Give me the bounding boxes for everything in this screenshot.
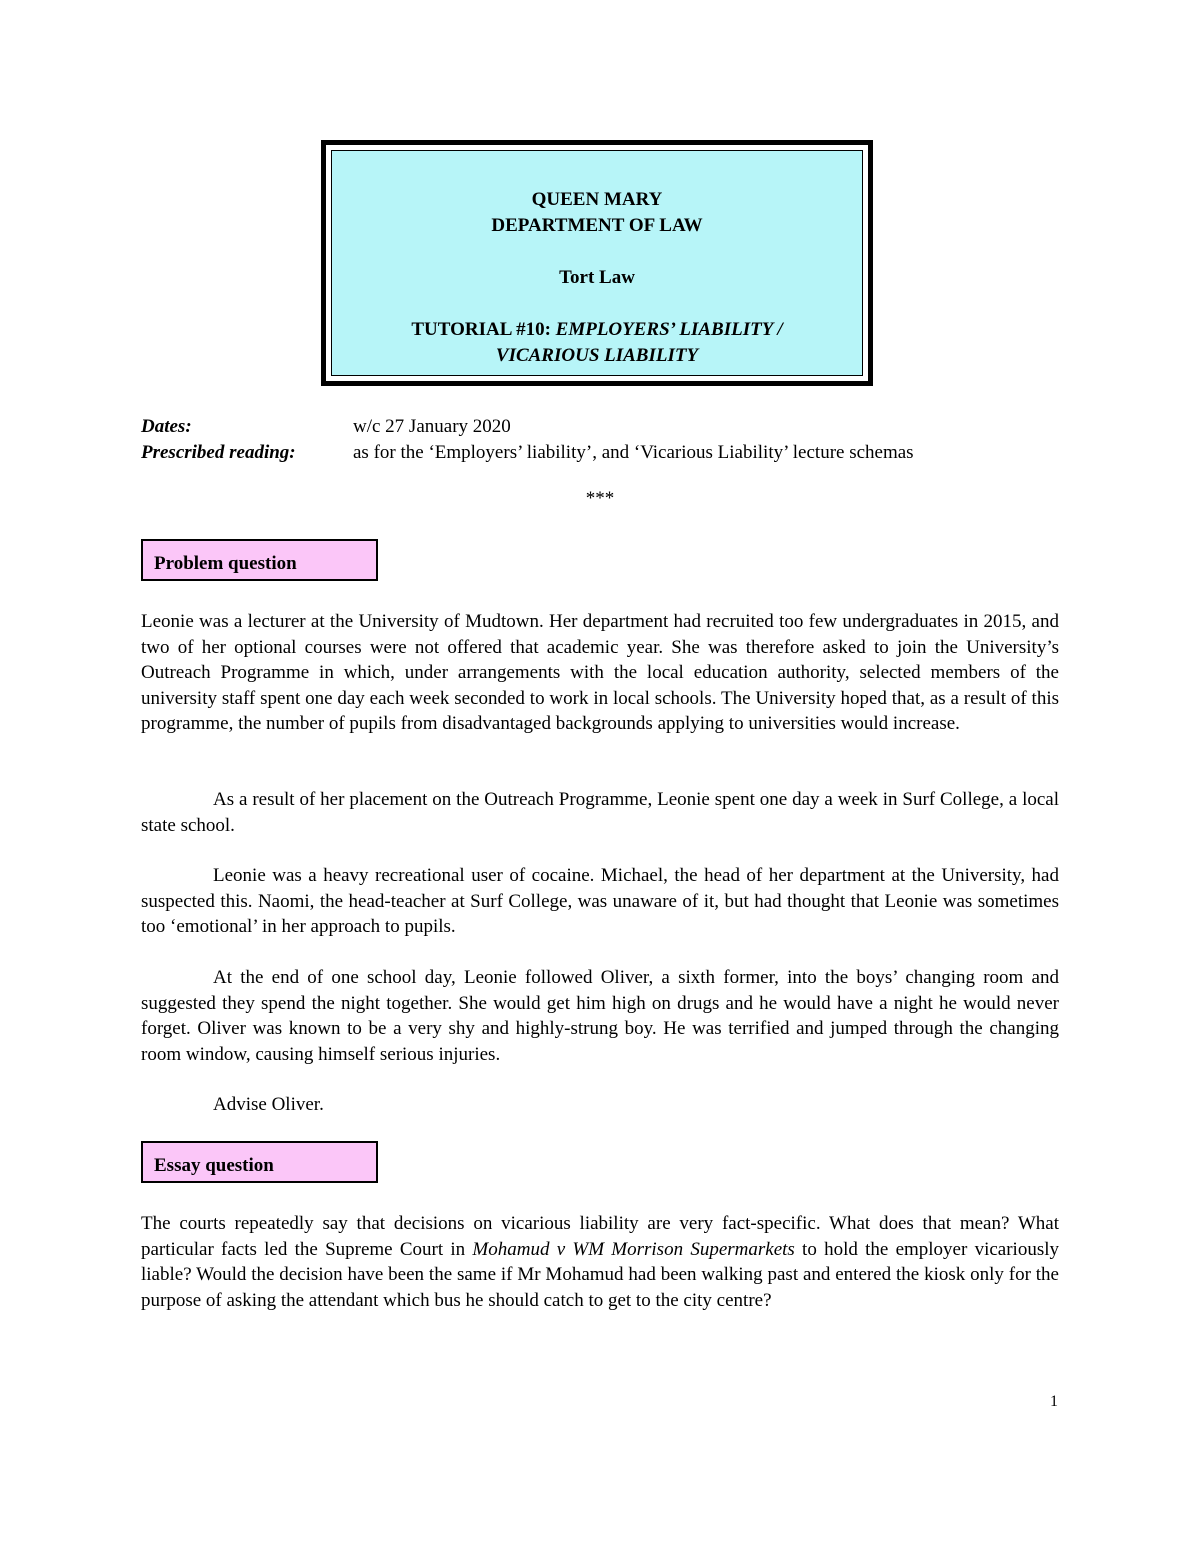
problem-paragraph-2: As a result of her placement on the Outreach Programme, Leonie spent one day a week in Surf College, a local state school. [141, 789, 1059, 836]
essay-heading: Essay question [154, 1155, 274, 1176]
problem-heading: Problem question [154, 553, 297, 574]
problem-paragraph-1: Leonie was a lecturer at the University of Mudtown. Her department had recruited too few undergraduates in 2015, and two of her optional courses were not offered that academic year. She was therefore asked to join the University’s Outreach Programme in which, under arrangements with the local education authority, selected members of the university staff spent one day each week seconded to work in local schools. The University hoped that, as a result of this programme, the number of pupils from disadvantaged backgrounds applying to universities would increase. [141, 611, 1059, 734]
essay-paragraph [141, 1211, 1059, 1313]
essay-text-before-case: The courts repeatedly say that decisions on vicarious liability are very fact-specific. What does that mean? What particular facts led the Supreme Court in [141, 1213, 1059, 1260]
dates-value: w/c 27 January 2020 [353, 416, 511, 437]
problem-paragraph-5: Advise Oliver. [213, 1094, 324, 1115]
reading-label: Prescribed reading: [141, 442, 296, 463]
department-name: DEPARTMENT OF LAW [491, 215, 703, 236]
tutorial-title-line1: EMPLOYERS’ LIABILITY / [555, 319, 783, 340]
dates-label: Dates: [141, 416, 192, 437]
institution-name: QUEEN MARY [531, 189, 663, 210]
essay-case-name: Mohamud v WM Morrison Supermarkets [472, 1238, 795, 1260]
problem-heading-box [141, 539, 378, 581]
tutorial-prefix: TUTORIAL #10: [411, 319, 556, 340]
title-box-inner [331, 150, 863, 376]
page-number: 1 [1050, 1393, 1058, 1410]
course-name: Tort Law [559, 267, 635, 288]
separator: *** [585, 488, 615, 509]
problem-paragraph-4: At the end of one school day, Leonie followed Oliver, a sixth former, into the boys’ changing room and suggested they spend the night together. She would get him high on drugs and he would have a night he would never forget. Oliver was known to be a very shy and highly-strung boy. He was terrified and jumped through the changing room window, causing himself serious injuries. [141, 967, 1059, 1065]
essay-heading-box [141, 1141, 378, 1183]
essay-text-after-case: to hold the employer vicariously liable? Would the decision have been the same if Mr Mohamud had been walking past and entered the kiosk only for the purpose of asking the attendant which bus he should catch to get to the city centre? [141, 1238, 1059, 1311]
tutorial-title [332, 317, 862, 343]
tutorial-title-line2: VICARIOUS LIABILITY [495, 345, 699, 366]
title-box [321, 140, 873, 386]
problem-paragraph-3: Leonie was a heavy recreational user of cocaine. Michael, the head of her department at the University, had suspected this. Naomi, the head-teacher at Surf College, was unaware of it, but had thought that Leonie was sometimes too ‘emotional’ in her approach to pupils. [141, 865, 1059, 937]
reading-value: as for the ‘Employers’ liability’, and ‘Vicarious Liability’ lecture schemas [353, 442, 914, 463]
